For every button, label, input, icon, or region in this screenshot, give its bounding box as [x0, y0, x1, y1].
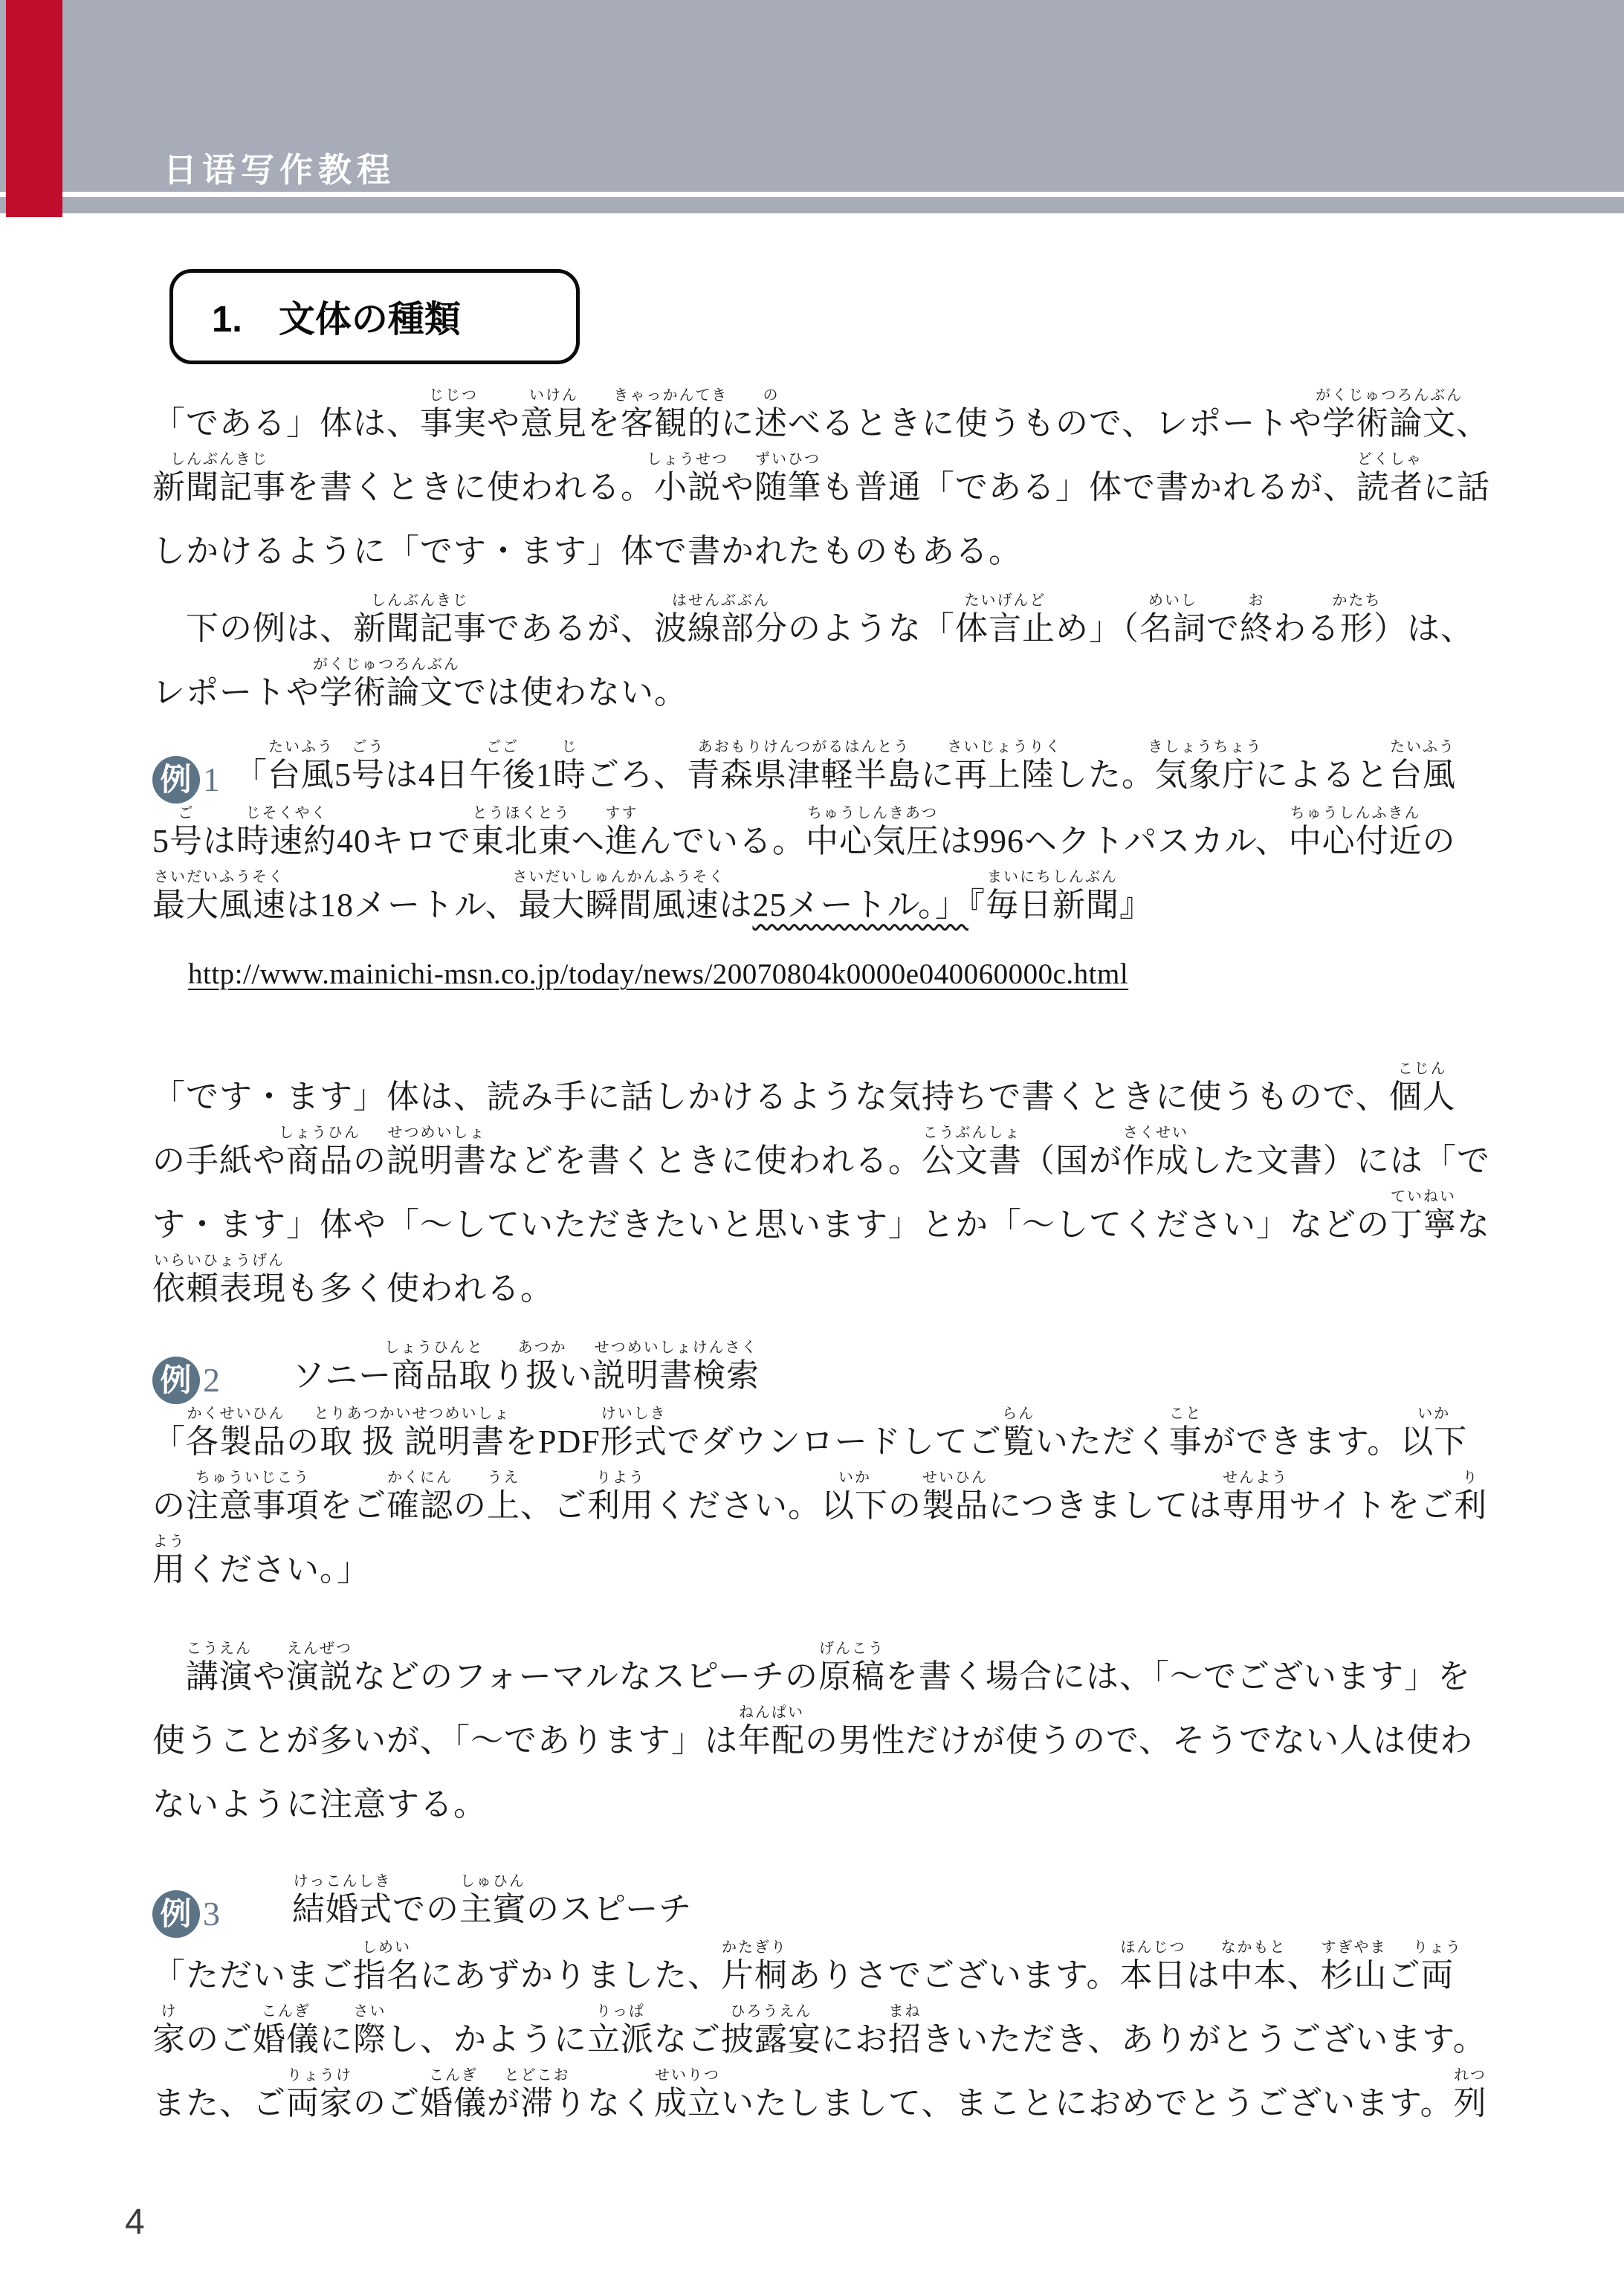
section-title: 1. 文体の種類 [212, 300, 461, 340]
example-title: 結婚式 けっこんしき での主賓 しゅひん のスピーチ [292, 1873, 693, 1927]
text-line: また、ご両家 りょうけ のご婚儀 こんぎ が滞 とどこお りなく成立 せいりつ いたしまして、まことにおめでとうございます。列 れつ [152, 2067, 1487, 2121]
text-line: 依頼表現 いらいひょうげん も多く使われる。 [152, 1252, 554, 1307]
text-line: 最大風速 さいだいふうそく は18メートル、最大瞬間風速 さいだいしゅんかんふうそく は25メートル。」『毎日新聞 まいにちしんぶん 』 [152, 869, 1153, 923]
example-badge-3 [152, 1877, 221, 1948]
example-badge-circle: 例 [152, 756, 200, 804]
text-line: レポートや学術論文 がくじゅつろんぶん では使わない。 [152, 656, 688, 711]
chapter-edge-red-bar [6, 0, 62, 217]
example-badge-1 [152, 743, 221, 814]
text-line [152, 741, 1483, 809]
text-line [152, 1875, 1483, 1944]
example-block-2 [152, 1339, 1488, 1602]
text-line [152, 1339, 1483, 1410]
example-number: 1 [203, 760, 221, 798]
paragraph-taigendome [152, 592, 1483, 725]
series-title: 日语写作教程 [164, 151, 396, 189]
text-line: 新聞記事 しんぶんきじ を書くときに使われる。小説 しょうせつ や随筆 ずいひつ も普通「である」体で書かれるが、読者 どくしゃ に話 [152, 451, 1490, 505]
example-block-1 [152, 741, 1483, 937]
text-line: 下の例は、新聞記事 しんぶんきじ であるが、波線部分 はせんぶぶん のような「体言止 たいげんど め」（名詞 めいし で終 お わる形 かたち ）は、 [152, 592, 1474, 647]
text-line: 「各製品 かくせいひん の取 扱 説明書 とりあつかいせつめいしょ をPDF形式 けいしき でダウンロードしてご覧 らん いただく事 こと ができます。以下 いか [152, 1406, 1468, 1460]
header-rule [0, 192, 1624, 197]
text-line: 5号 ご は時速約 じそくやく 40キロで東北東 とうほくとう へ進 すす んでいる。中心気圧 ちゅうしんきあつ は996ヘクトパスカル、中心付近 ちゅうしんふきん の [152, 805, 1456, 859]
text-line: 用 よう ください。」 [152, 1533, 370, 1588]
example-badge-circle: 例 [152, 1890, 200, 1938]
example-number: 2 [203, 1360, 221, 1399]
text-line: しかけるように「です・ます」体で書かれたものもある。 [152, 533, 1022, 569]
text-line: の注意事項 ちゅういじこう をご確認 かくにん の上 うえ 、ご利用 りよう ください。以下 いか の製品 せいひん につきましては専用 せんよう サイトをご利 り [152, 1470, 1488, 1524]
text-line: す・ます」体や「〜していただきたいと思います」とか「〜してください」などの丁寧 ていねい な [152, 1189, 1490, 1243]
text-line: ないように注意する。 [152, 1786, 487, 1823]
page-content [152, 387, 1490, 2136]
text-line: 講演 こうえん や演説 えんぜつ などのフォーマルなスピーチの原稿 げんこう を書く場合には、「〜でございます」を [186, 1641, 1472, 1695]
paragraph-speech [152, 1641, 1483, 1837]
text-line: 「ただいまご指名 しめい にあずかりました、片桐 かたぎり ありさでございます。本日 ほんじつ は中本 なかもと 、杉山 すぎやま ご両 りょう [152, 1939, 1462, 1994]
example-title: ソニー商品 しょうひん 取 と り扱 あつか い説明書検索 せつめいしょけんさく [292, 1339, 760, 1394]
text-line: 「である」体は、事実 じじつ や意見 いけん を客観的 きゃっかんてき に述 の べるときに使うもので、レポートや学術論文 がくじゅつろんぶん 、 [152, 387, 1490, 442]
text-line: 使うことが多いが、「〜であります」は年配 ねんぱい の男性だけが使うので、そうでない人は使わ [152, 1704, 1474, 1759]
example-number: 3 [203, 1894, 221, 1933]
paragraph-dearu [152, 387, 1490, 584]
section-title-box [169, 269, 580, 364]
text-line: の手紙や商品 しょうひん の説明書 せつめいしょ などを書くときに使われる。公文書 こうぶんしょ （国が作成 さくせい した文書）には「で [152, 1125, 1490, 1179]
text-line: 家 け のご婚儀 こんぎ に際 さい し、かように立派 りっぱ なご披露宴 ひろうえん にお招 まね きいただき、ありがとうございます。 [152, 2003, 1486, 2058]
paragraph-desumasu [152, 1061, 1490, 1321]
header-subband [0, 197, 1624, 213]
example-badge-circle: 例 [152, 1357, 200, 1404]
example-block-3 [152, 1873, 1487, 2136]
source-url: http://www.mainichi-msn.co.jp/today/news/20070804k0000e040060000c.html [188, 958, 1129, 990]
text-line: 「です・ます」体は、読み手に話しかけるような気持ちで書くときに使うもので、個人 こじん [152, 1061, 1456, 1115]
example-badge-2 [152, 1343, 221, 1415]
page-number: 4 [125, 2202, 145, 2242]
text-line-segment: 「台風 たいふう 5号 ごう は4日午後 ごご 1時 じ ごろ、青森県津軽半島 あおもりけんつがるはんとう に再上陸 さいじょうりく した。気象庁 きしょうちょう によると台風 たいふう [234, 739, 1456, 793]
